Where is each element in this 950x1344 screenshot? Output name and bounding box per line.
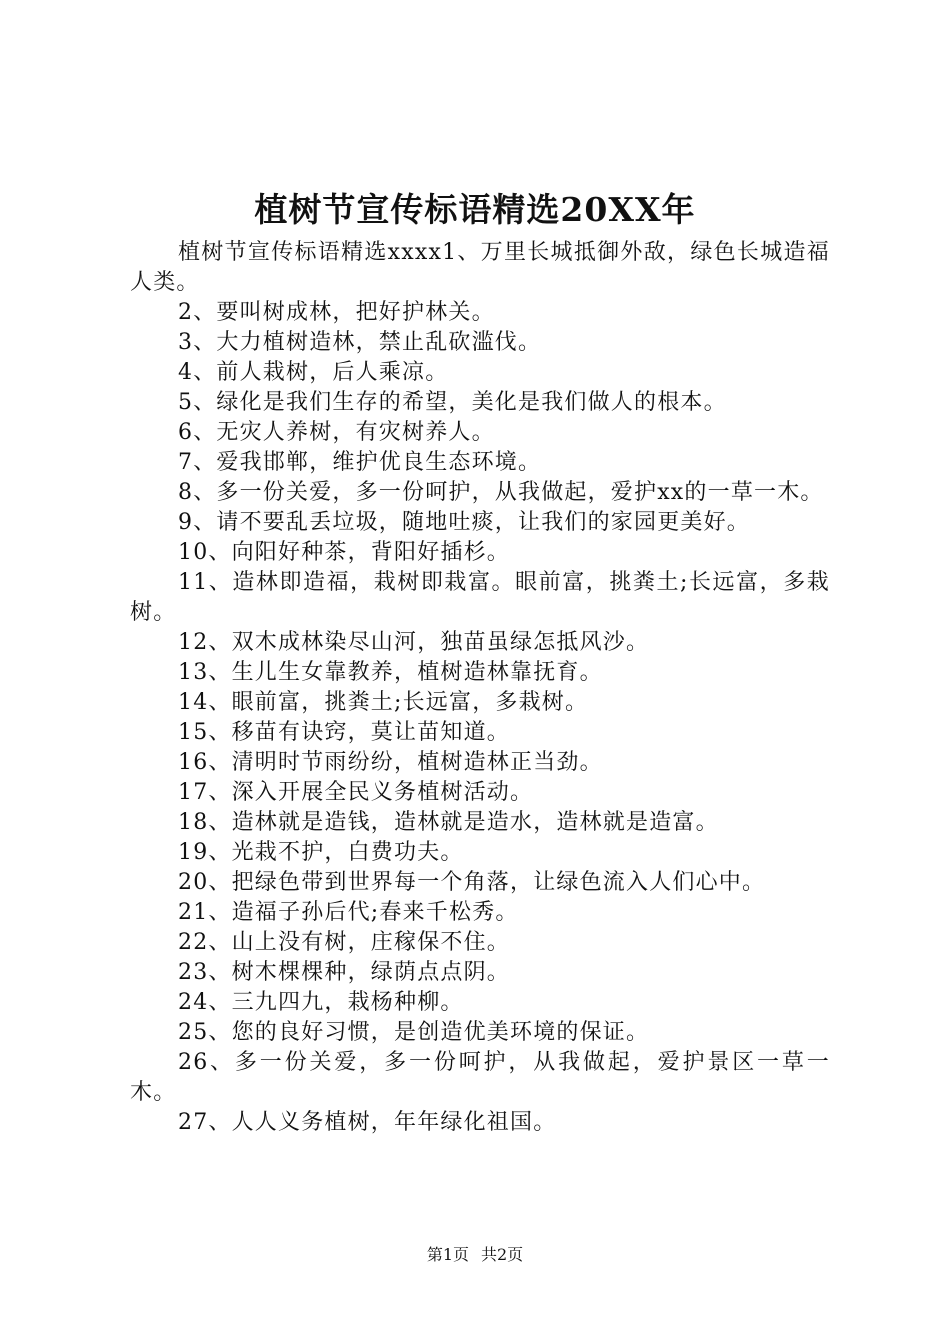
paragraph: 26、多一份关爱，多一份呵护，从我做起，爱护景区一草一木。 (130, 1050, 830, 1105)
page-footer (0, 1244, 950, 1266)
paragraph: 11、造林即造福，栽树即栽富。眼前富，挑粪土;长远富，多栽树。 (130, 570, 830, 625)
paragraph: 23、树木棵棵种，绿荫点点阴。 (178, 960, 510, 985)
paragraph: 9、请不要乱丢垃圾，随地吐痰，让我们的家园更美好。 (178, 510, 750, 535)
paragraph: 10、向阳好种茶，背阳好插杉。 (178, 540, 510, 565)
page-total: 共2页 (481, 1245, 524, 1264)
paragraph: 3、大力植树造林，禁止乱砍滥伐。 (178, 330, 542, 355)
paragraph: 24、三九四九，栽杨种柳。 (178, 990, 464, 1015)
paragraph: 6、无灾人养树，有灾树养人。 (178, 420, 495, 445)
paragraph: 22、山上没有树，庄稼保不住。 (178, 930, 510, 955)
paragraph: 7、爱我邯郸，维护优良生态环境。 (178, 450, 542, 475)
paragraph: 2、要叫树成林，把好护林关。 (178, 300, 495, 325)
paragraph: 14、眼前富，挑粪土;长远富，多栽树。 (178, 690, 589, 715)
paragraph: 8、多一份关爱，多一份呵护，从我做起，爱护xx的一草一木。 (178, 480, 824, 505)
paragraph: 17、深入开展全民义务植树活动。 (178, 780, 534, 805)
paragraph: 19、光栽不护，白费功夫。 (178, 840, 464, 865)
paragraph: 13、生儿生女靠教养，植树造林靠抚育。 (178, 660, 603, 685)
document-title: 植树节宣传标语精选20XX年 (254, 190, 696, 229)
document-body (130, 238, 830, 1138)
paragraph: 12、双木成林染尽山河，独苗虽绿怎抵风沙。 (178, 630, 650, 655)
paragraph: 5、绿化是我们生存的希望，美化是我们做人的根本。 (178, 390, 727, 415)
page-number: 第1页 (426, 1245, 469, 1264)
paragraph: 27、人人义务植树，年年绿化祖国。 (178, 1110, 557, 1135)
paragraph: 16、清明时节雨纷纷，植树造林正当劲。 (178, 750, 603, 775)
paragraph: 4、前人栽树，后人乘凉。 (178, 360, 449, 385)
paragraph: 25、您的良好习惯，是创造优美环境的保证。 (178, 1020, 650, 1045)
paragraph: 20、把绿色带到世界每一个角落，让绿色流入人们心中。 (178, 870, 766, 895)
paragraph: 18、造林就是造钱，造林就是造水，造林就是造富。 (178, 810, 719, 835)
paragraph: 15、移苗有诀窍，莫让苗知道。 (178, 720, 510, 745)
paragraph: 21、造福子孙后代;春来千松秀。 (178, 900, 519, 925)
paragraph: 植树节宣传标语精选xxxx1、万里长城抵御外敌，绿色长城造福人类。 (130, 240, 830, 295)
